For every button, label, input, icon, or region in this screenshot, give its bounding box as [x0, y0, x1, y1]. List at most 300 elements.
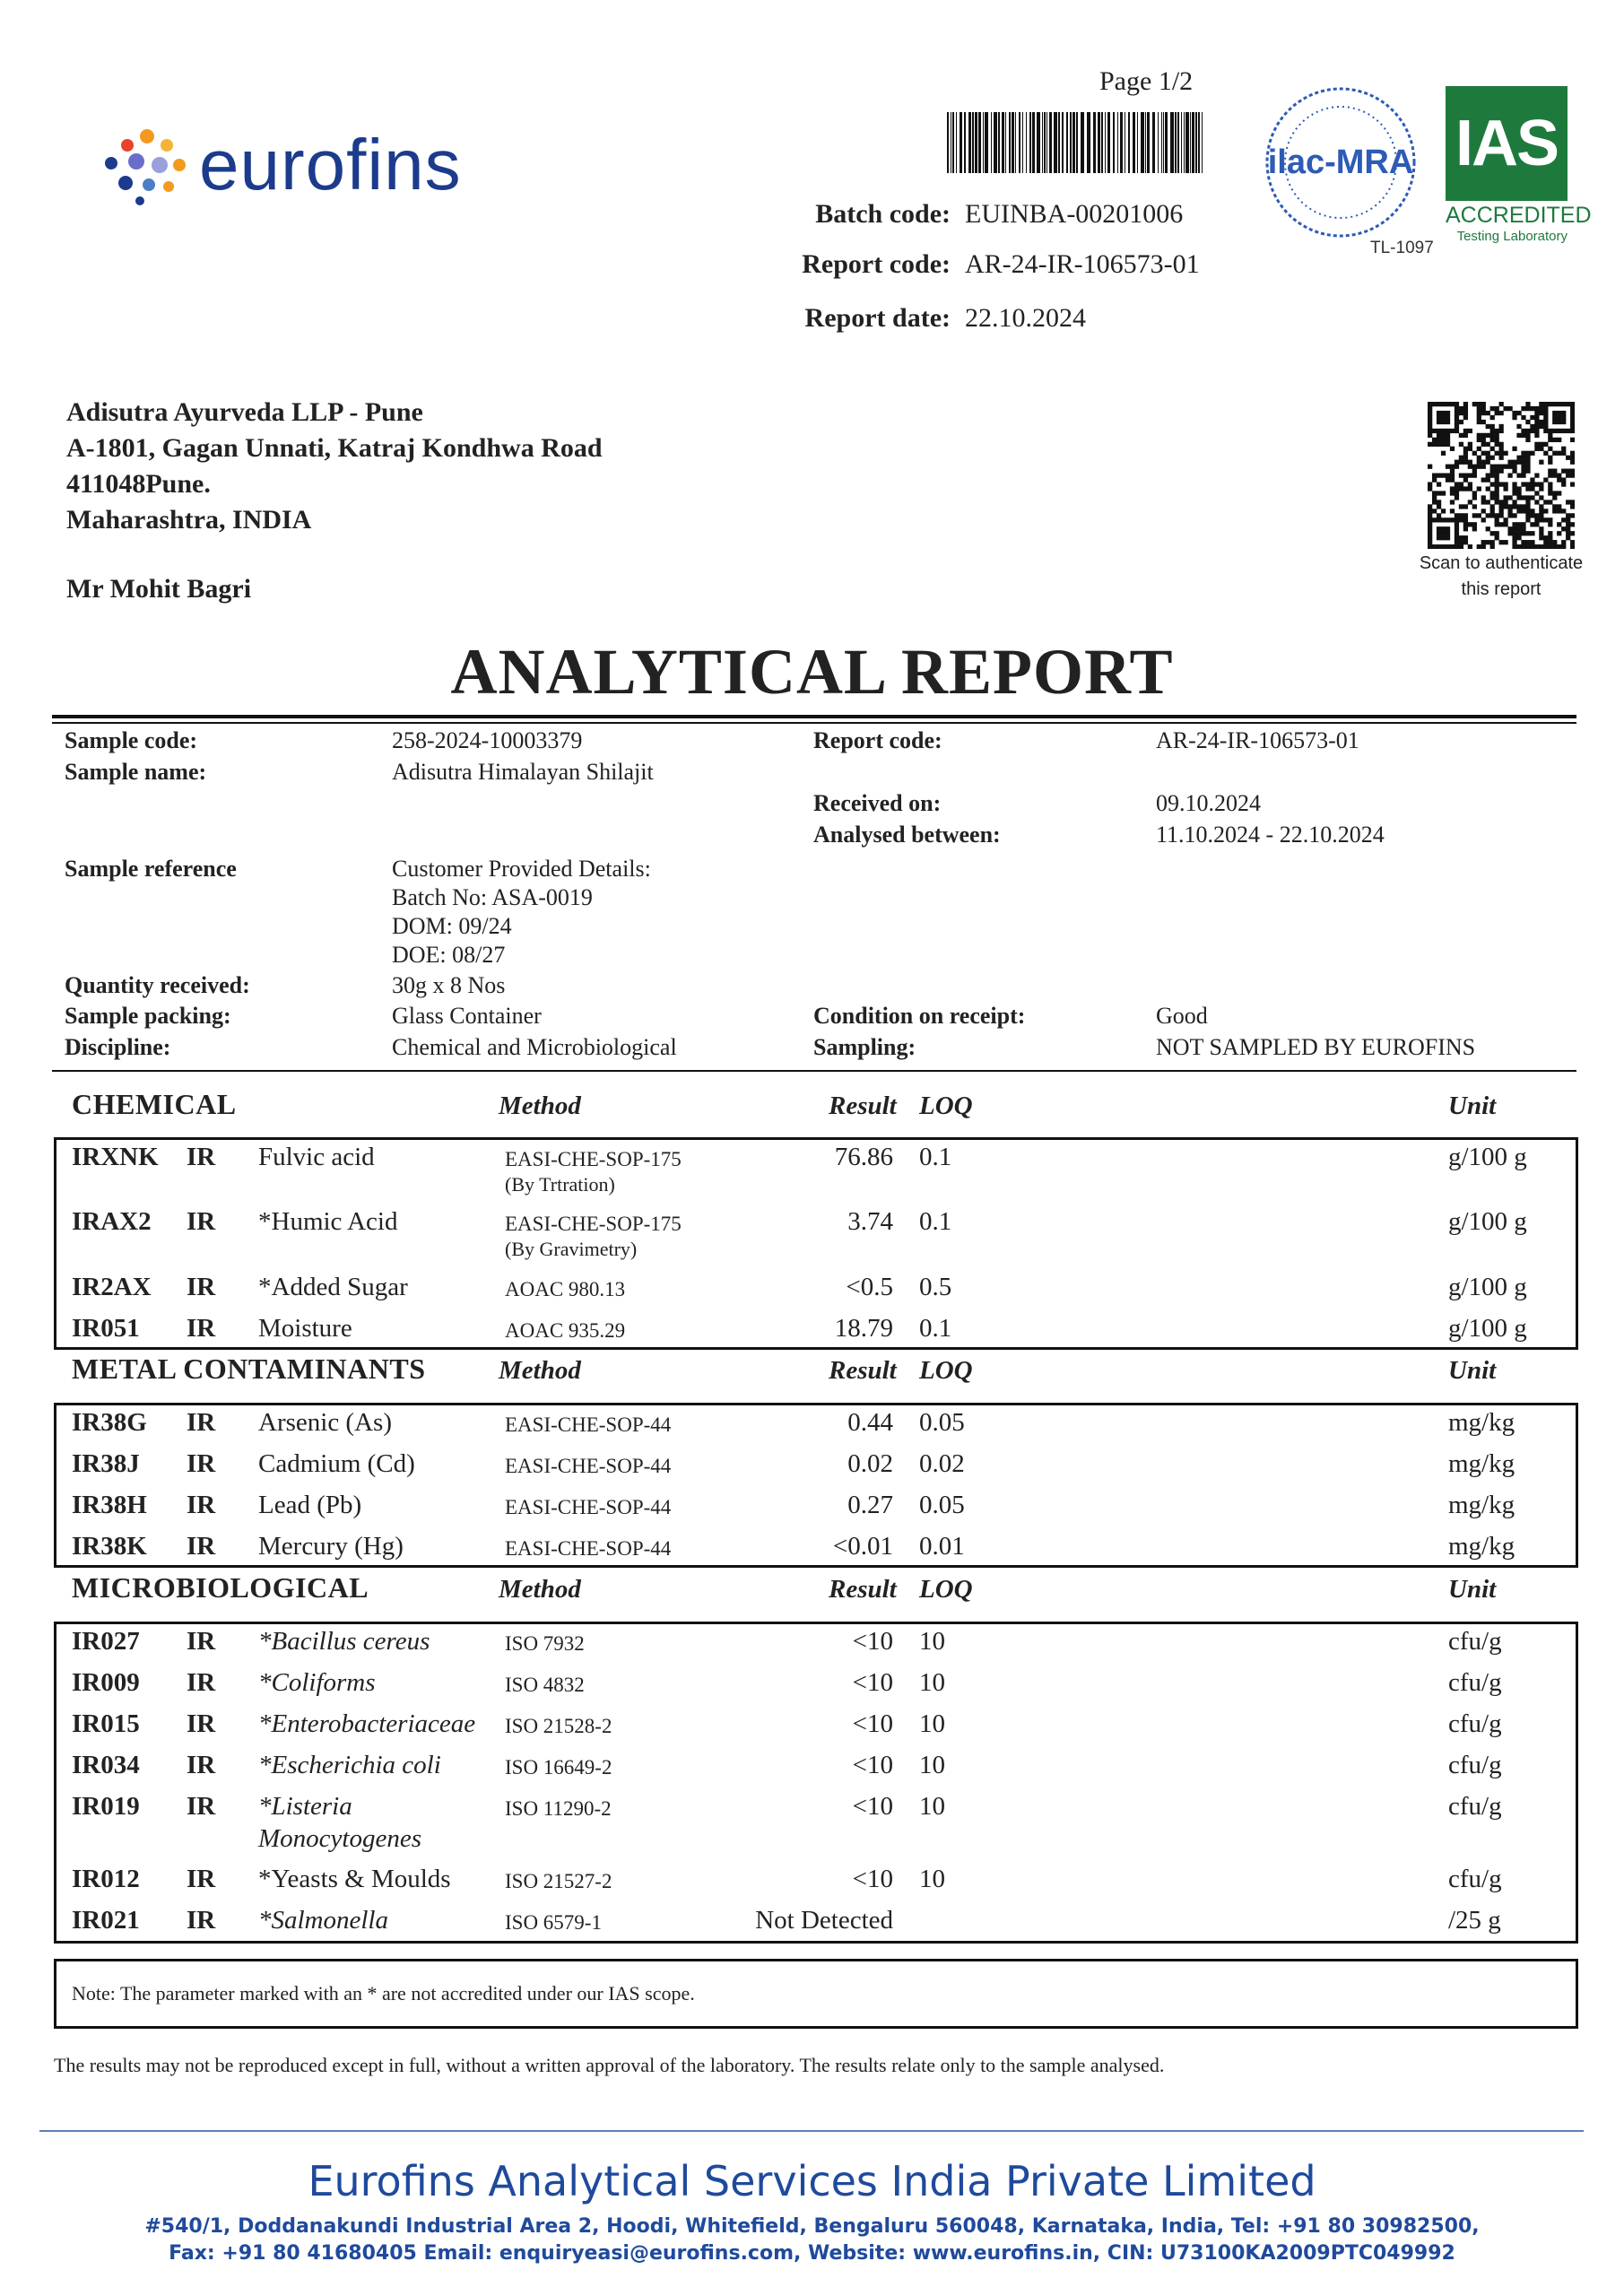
qr-module — [1450, 402, 1455, 406]
loq-value: 10 — [919, 1709, 945, 1738]
qr-module — [1437, 513, 1441, 517]
result-value: Not Detected — [755, 1906, 893, 1935]
qr-module — [1557, 531, 1561, 535]
test-code: IR012 — [72, 1865, 140, 1893]
qr-module — [1539, 411, 1543, 415]
qr-module — [1468, 522, 1472, 526]
qr-module — [1437, 526, 1441, 531]
qr-module — [1525, 433, 1530, 438]
barcode-bar — [983, 112, 984, 173]
condition-label: Condition on receipt: — [813, 1003, 1026, 1029]
eurofins-logo — [100, 126, 495, 206]
qr-module — [1441, 509, 1446, 513]
qr-module — [1561, 517, 1566, 522]
qr-module — [1486, 424, 1490, 429]
qr-module — [1548, 469, 1552, 474]
qr-module — [1539, 495, 1543, 500]
batch-code-label: Batch code: — [815, 199, 951, 229]
lab-code: IR — [187, 1408, 216, 1437]
qr-module — [1548, 433, 1552, 438]
unit-column-header: Unit — [1448, 1356, 1497, 1385]
qr-module — [1459, 540, 1463, 544]
qr-module — [1516, 486, 1521, 491]
qr-module — [1446, 438, 1450, 442]
qr-module — [1468, 500, 1472, 504]
lab-code: IR — [187, 1532, 216, 1561]
qr-module — [1428, 424, 1432, 429]
parameter-name: Fulvic acid — [258, 1143, 375, 1171]
qr-module — [1557, 429, 1561, 433]
lab-code: IR — [187, 1751, 216, 1779]
qr-module — [1539, 513, 1543, 517]
barcode-bar — [991, 112, 992, 173]
barcode-bar — [1202, 112, 1203, 173]
qr-module — [1428, 535, 1432, 540]
qr-module — [1437, 442, 1441, 447]
qr-module — [1512, 465, 1516, 469]
qr-module — [1534, 447, 1539, 451]
parameter-name: *Yeasts & Moulds — [258, 1865, 451, 1893]
qr-module — [1534, 420, 1539, 424]
method-value: EASI-CHE-SOP-44 — [505, 1537, 672, 1560]
loq-value: 0.05 — [919, 1408, 965, 1437]
qr-module — [1463, 477, 1468, 482]
qr-module — [1539, 447, 1543, 451]
qr-module — [1450, 465, 1455, 469]
qr-module — [1570, 531, 1575, 535]
received-label: Received on: — [813, 790, 942, 816]
barcode-bar — [1046, 112, 1047, 173]
quantity-value: 30g x 8 Nos — [392, 972, 506, 998]
qr-module — [1472, 513, 1477, 517]
barcode-bar — [975, 112, 977, 173]
qr-module — [1477, 411, 1481, 415]
qr-module — [1437, 482, 1441, 486]
barcode-bar — [1037, 112, 1040, 173]
result-value: <0.5 — [846, 1273, 893, 1301]
qr-module — [1566, 522, 1570, 526]
test-code: IR009 — [72, 1668, 140, 1697]
method-value: EASI-CHE-SOP-44 — [505, 1496, 672, 1518]
barcode-bar — [1192, 112, 1194, 173]
qr-module — [1468, 465, 1472, 469]
qr-module — [1455, 535, 1459, 540]
qr-module — [1463, 474, 1468, 478]
qr-module — [1486, 526, 1490, 531]
qr-module — [1570, 474, 1575, 478]
qr-module — [1463, 540, 1468, 544]
qr-module — [1486, 460, 1490, 465]
qr-module — [1561, 447, 1566, 451]
qr-module — [1437, 411, 1441, 415]
analysed-label: Analysed between: — [813, 822, 1001, 848]
qr-module — [1521, 415, 1525, 420]
barcode-bar — [1076, 112, 1078, 173]
title-rule — [52, 715, 1576, 718]
qr-module — [1552, 415, 1557, 420]
qr-module — [1534, 517, 1539, 522]
qr-module — [1525, 438, 1530, 442]
qr-module — [1446, 429, 1450, 433]
barcode-bar — [994, 112, 997, 173]
qr-module — [1548, 456, 1552, 460]
loq-column-header: LOQ — [919, 1575, 973, 1604]
qr-module — [1561, 415, 1566, 420]
qr-module — [1481, 406, 1486, 411]
qr-module — [1463, 460, 1468, 465]
qr-module — [1481, 411, 1486, 415]
qr-module — [1428, 486, 1432, 491]
method-column-header: Method — [499, 1356, 581, 1385]
qr-module — [1459, 433, 1463, 438]
qr-module — [1437, 402, 1441, 406]
qr-module — [1495, 465, 1499, 469]
qr-module — [1534, 544, 1539, 549]
qr-module — [1566, 513, 1570, 517]
qr-module — [1552, 451, 1557, 456]
qr-module — [1552, 504, 1557, 509]
qr-module — [1455, 411, 1459, 415]
condition-value: Good — [1156, 1003, 1208, 1029]
unit-value: cfu/g — [1448, 1792, 1502, 1821]
qr-module — [1516, 531, 1521, 535]
method-value: ISO 4832 — [505, 1674, 585, 1696]
qr-module — [1557, 474, 1561, 478]
qr-module — [1530, 531, 1534, 535]
qr-module — [1472, 474, 1477, 478]
qr-module — [1570, 406, 1575, 411]
qr-module — [1530, 522, 1534, 526]
qr-module — [1481, 433, 1486, 438]
qr-module — [1512, 540, 1516, 544]
lab-code: IR — [187, 1491, 216, 1519]
qr-module — [1516, 495, 1521, 500]
barcode-bar — [1185, 112, 1189, 173]
qr-module — [1525, 429, 1530, 433]
qr-module — [1503, 500, 1507, 504]
barcode-bar — [1073, 112, 1075, 173]
qr-module — [1539, 486, 1543, 491]
qr-module — [1459, 486, 1463, 491]
unit-value: g/100 g — [1448, 1314, 1527, 1343]
result-value: <10 — [852, 1792, 893, 1821]
qr-module — [1507, 465, 1512, 469]
unit-value: g/100 g — [1448, 1207, 1527, 1236]
sampling-label: Sampling: — [813, 1034, 916, 1060]
packing-label: Sample packing: — [65, 1003, 231, 1029]
unit-value: cfu/g — [1448, 1751, 1502, 1779]
qr-module — [1468, 544, 1472, 549]
qr-module — [1463, 406, 1468, 411]
barcode-bar — [1070, 112, 1072, 173]
qr-module — [1490, 433, 1495, 438]
qr-module — [1463, 522, 1468, 526]
barcode-bar — [1190, 112, 1191, 173]
qr-module — [1481, 438, 1486, 442]
qr-module — [1530, 424, 1534, 429]
qr-module — [1455, 522, 1459, 526]
barcode-bar — [1137, 112, 1138, 173]
client-contact: Mr Mohit Bagri — [66, 574, 252, 604]
qr-module — [1543, 424, 1548, 429]
qr-module — [1530, 429, 1534, 433]
qr-module — [1552, 474, 1557, 478]
qr-module — [1503, 482, 1507, 486]
qr-module — [1428, 465, 1432, 469]
qr-module — [1477, 465, 1481, 469]
title-rule — [52, 722, 1576, 724]
qr-module — [1450, 429, 1455, 433]
qr-module — [1455, 517, 1459, 522]
qr-module — [1534, 482, 1539, 486]
loq-value: 0.02 — [919, 1449, 965, 1478]
qr-module — [1495, 438, 1499, 442]
qr-module — [1521, 465, 1525, 469]
qr-module — [1490, 544, 1495, 549]
qr-module — [1450, 469, 1455, 474]
barcode-bar — [1022, 112, 1023, 173]
qr-module — [1490, 469, 1495, 474]
sample-reference-line: Batch No: ASA-0019 — [392, 884, 593, 910]
qr-module — [1570, 500, 1575, 504]
qr-module — [1481, 442, 1486, 447]
qr-module — [1428, 526, 1432, 531]
parameter-name: Mercury (Hg) — [258, 1532, 404, 1561]
qr-module — [1459, 420, 1463, 424]
sample-info-rule — [52, 1070, 1576, 1072]
lab-code: IR — [187, 1709, 216, 1738]
qr-module — [1521, 451, 1525, 456]
qr-module — [1539, 526, 1543, 531]
qr-module — [1570, 522, 1575, 526]
qr-code[interactable] — [1428, 402, 1575, 549]
qr-module — [1543, 402, 1548, 406]
qr-module — [1516, 474, 1521, 478]
test-code: IR015 — [72, 1709, 140, 1738]
qr-module — [1570, 402, 1575, 406]
qr-module — [1472, 465, 1477, 469]
qr-module — [1512, 486, 1516, 491]
qr-module — [1503, 406, 1507, 411]
report-code-value: AR-24-IR-106573-01 — [965, 249, 1200, 279]
qr-module — [1516, 526, 1521, 531]
qr-module — [1495, 491, 1499, 495]
qr-module — [1525, 517, 1530, 522]
qr-module — [1521, 495, 1525, 500]
qr-module — [1432, 474, 1437, 478]
qr-module — [1525, 469, 1530, 474]
barcode-bar — [1105, 112, 1106, 173]
qr-module — [1566, 517, 1570, 522]
barcode-bar — [964, 112, 966, 173]
parameter-name: *Added Sugar — [258, 1273, 408, 1301]
qr-module — [1512, 469, 1516, 474]
qr-module — [1539, 517, 1543, 522]
qr-module — [1432, 509, 1437, 513]
qr-module — [1486, 513, 1490, 517]
qr-module — [1552, 429, 1557, 433]
sample-reference-label: Sample reference — [65, 856, 237, 882]
qr-module — [1472, 469, 1477, 474]
qr-module — [1432, 402, 1437, 406]
qr-module — [1459, 411, 1463, 415]
parameter-name: *Coliforms — [258, 1668, 376, 1697]
qr-module — [1512, 504, 1516, 509]
qr-module — [1557, 415, 1561, 420]
barcode-bar — [1181, 112, 1182, 173]
barcode-bar — [1012, 112, 1014, 173]
qr-module — [1428, 411, 1432, 415]
qr-module — [1490, 513, 1495, 517]
qr-module — [1530, 509, 1534, 513]
qr-module — [1486, 486, 1490, 491]
test-code: IR38H — [72, 1491, 147, 1519]
barcode-bar — [1198, 112, 1200, 173]
result-value: <10 — [852, 1627, 893, 1656]
received-value: 09.10.2024 — [1156, 790, 1261, 816]
parameter-name: *Enterobacteriaceae — [258, 1709, 476, 1738]
loq-value: 10 — [919, 1751, 945, 1779]
qr-module — [1570, 411, 1575, 415]
qr-module — [1459, 535, 1463, 540]
qr-module — [1521, 482, 1525, 486]
method-value: ISO 16649-2 — [505, 1756, 612, 1779]
qr-module — [1499, 429, 1504, 433]
qr-module — [1503, 517, 1507, 522]
qr-module — [1530, 544, 1534, 549]
qr-module — [1441, 420, 1446, 424]
result-value: 76.86 — [834, 1143, 893, 1171]
barcode-bar — [968, 112, 971, 173]
qr-module — [1548, 447, 1552, 451]
qr-module — [1566, 500, 1570, 504]
parameter-name: *Humic Acid — [258, 1207, 398, 1236]
qr-module — [1450, 447, 1455, 451]
report-date-value: 22.10.2024 — [965, 303, 1086, 333]
barcode-bar — [998, 112, 1000, 173]
qr-module — [1548, 482, 1552, 486]
result-value: <10 — [852, 1751, 893, 1779]
footer-contact: Fax: +91 80 41680405 Email: enquiryeasi@eurofins.com, Website: www.eurofins.in, CIN: U73100KA2009PTC049992 — [169, 2242, 1455, 2265]
method-value: ISO 21528-2 — [505, 1715, 612, 1737]
barcode-bar — [1042, 112, 1043, 173]
qr-module — [1446, 531, 1450, 535]
qr-module — [1477, 406, 1481, 411]
loq-value: 10 — [919, 1668, 945, 1697]
qr-module — [1446, 544, 1450, 549]
qr-module — [1455, 415, 1459, 420]
qr-module — [1534, 433, 1539, 438]
qr-module — [1446, 411, 1450, 415]
section-title: METAL CONTAMINANTS — [72, 1352, 426, 1385]
qr-module — [1543, 535, 1548, 540]
analysed-value: 11.10.2024 - 22.10.2024 — [1156, 822, 1385, 848]
report-code-label-2: Report code: — [813, 727, 942, 753]
qr-module — [1570, 451, 1575, 456]
qr-module — [1432, 500, 1437, 504]
unit-value: /25 g — [1448, 1906, 1501, 1935]
qr-module — [1428, 406, 1432, 411]
qr-module — [1539, 531, 1543, 535]
qr-module — [1441, 402, 1446, 406]
qr-module — [1428, 482, 1432, 486]
qr-module — [1441, 526, 1446, 531]
parameter-name: Lead (Pb) — [258, 1491, 362, 1519]
qr-module — [1512, 447, 1516, 451]
qr-module — [1468, 442, 1472, 447]
qr-module — [1521, 474, 1525, 478]
lab-code: IR — [187, 1668, 216, 1697]
qr-module — [1521, 540, 1525, 544]
qr-module — [1516, 424, 1521, 429]
qr-module — [1543, 544, 1548, 549]
qr-module — [1428, 522, 1432, 526]
qr-module — [1512, 544, 1516, 549]
qr-module — [1468, 447, 1472, 451]
qr-module — [1534, 474, 1539, 478]
client-line: 411048Pune. — [66, 469, 211, 499]
qr-module — [1566, 535, 1570, 540]
result-value: 18.79 — [834, 1314, 893, 1343]
qr-module — [1525, 513, 1530, 517]
qr-module — [1441, 517, 1446, 522]
qr-module — [1459, 517, 1463, 522]
parameter-name: *Salmonella — [258, 1906, 388, 1935]
qr-module — [1521, 469, 1525, 474]
barcode-bar — [1165, 112, 1168, 173]
qr-module — [1481, 544, 1486, 549]
qr-module — [1490, 456, 1495, 460]
qr-module — [1481, 509, 1486, 513]
parameter-name: *Bacillus cereus — [258, 1627, 430, 1656]
result-value: <10 — [852, 1709, 893, 1738]
qr-module — [1552, 491, 1557, 495]
method-column-header: Method — [499, 1575, 581, 1604]
qr-module — [1463, 433, 1468, 438]
footer-rule — [39, 2130, 1584, 2132]
qr-module — [1516, 535, 1521, 540]
lab-code: IR — [187, 1207, 216, 1236]
ilac-mra-seal — [1255, 85, 1426, 242]
qr-module — [1437, 438, 1441, 442]
qr-module — [1539, 402, 1543, 406]
barcode-bar — [1029, 112, 1031, 173]
qr-module — [1561, 544, 1566, 549]
barcode-bar — [960, 112, 962, 173]
qr-module — [1530, 451, 1534, 456]
qr-caption — [1381, 551, 1621, 603]
barcode-bar — [952, 112, 954, 173]
qr-module — [1450, 517, 1455, 522]
qr-module — [1428, 415, 1432, 420]
barcode-bar — [1049, 112, 1052, 173]
qr-module — [1490, 429, 1495, 433]
qr-module — [1507, 406, 1512, 411]
qr-module — [1428, 402, 1432, 406]
qr-module — [1455, 531, 1459, 535]
qr-module — [1490, 438, 1495, 442]
qr-module — [1512, 482, 1516, 486]
loq-value: 0.1 — [919, 1207, 952, 1236]
qr-module — [1499, 411, 1504, 415]
qr-module — [1521, 504, 1525, 509]
method-subnote: (By Trtration) — [505, 1173, 615, 1196]
qr-module — [1570, 540, 1575, 544]
qr-module — [1521, 509, 1525, 513]
barcode-bar — [1195, 112, 1197, 173]
qr-module — [1552, 544, 1557, 549]
qr-module — [1534, 415, 1539, 420]
